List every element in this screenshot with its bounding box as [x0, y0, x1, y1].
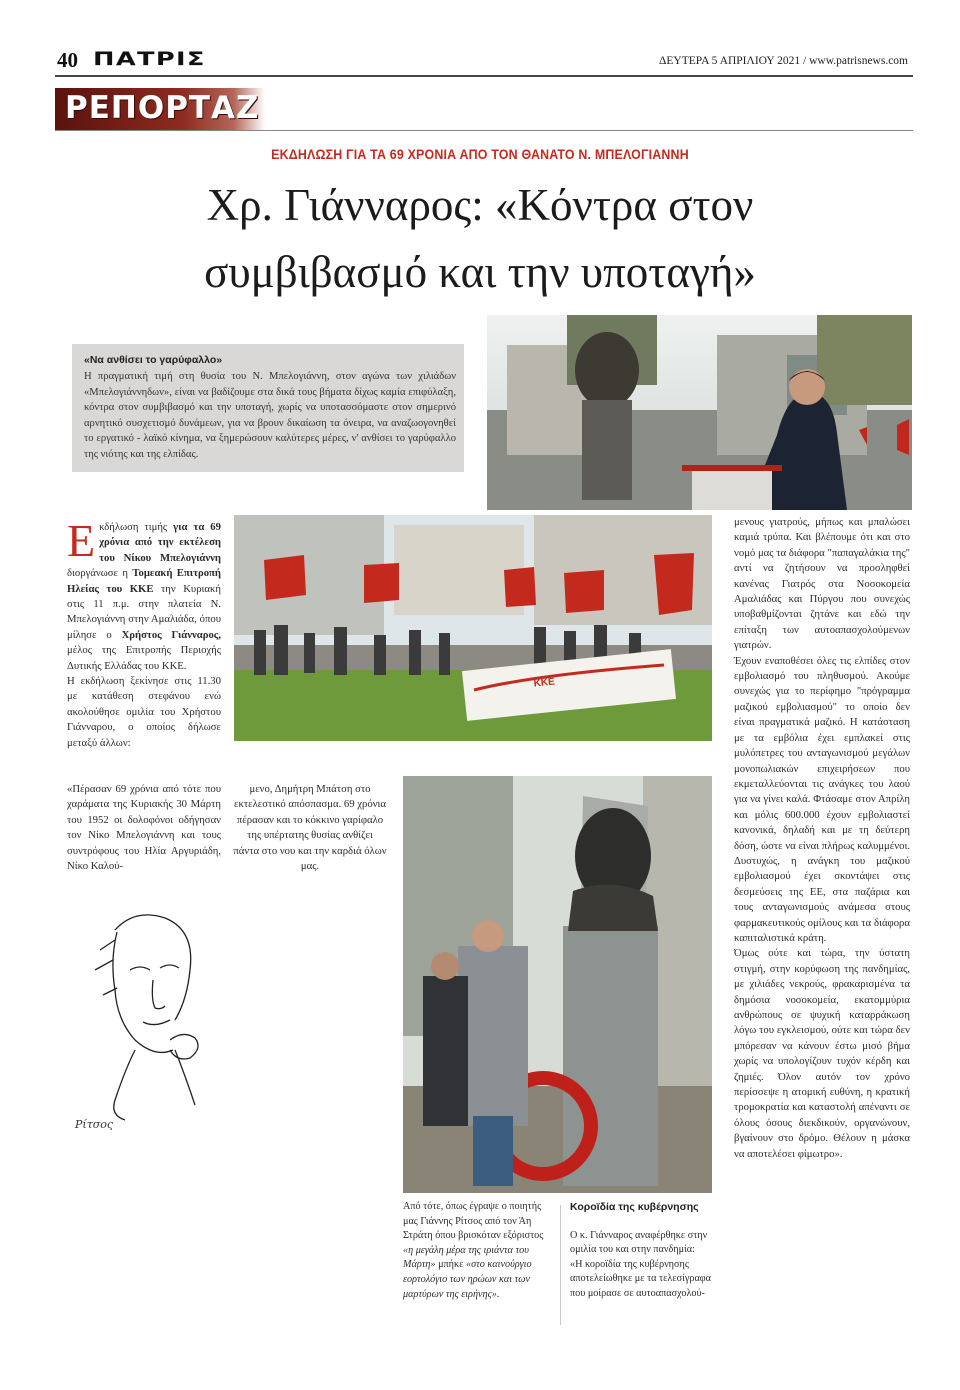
column-1	[67, 515, 221, 751]
dropcap: Ε	[67, 515, 96, 566]
column-divider	[560, 1205, 561, 1325]
quote-box	[72, 344, 464, 472]
ritsos-text-3: .	[496, 1288, 500, 1300]
section-banner	[55, 88, 265, 130]
section-title: ΡΕΠΟΡΤΑΖ	[65, 90, 260, 126]
lead-paragraph	[67, 515, 221, 674]
paragraph-5: μενους γιατρούς, μήπως και μπαλώσει καμιά τρύπα. Και βλέπουμε ότι και στο νομό μας τα διάφορα "παπαγαλάκια της" αντί να ζητήσουν να προσληφθεί κανένας Γιατρός στα Νοσοκομεία Αμαλιάδας και Πύργου που συνεχώς υποβαθμίζονται ζητάνε και εδώ την επίταξη των αυτοαπασχολούμενων γιατρών.	[734, 516, 910, 652]
paragraph-9: «Η κοροϊδία της κυβέρνησης αποτελείωθηκε με τα τελεσίγραφα που μοίρασε σε αυτοαπασχολού-	[570, 1258, 712, 1299]
paragraph-3: «Πέρασαν 69 χρόνια από τότε που χαράματα της Κυριακής 30 Μάρτη του 1952 οι δολοφόνοι οδήγησαν τον Νίκο Μπελογιάννη και τους συντρόφους του Ηλία Αργυριάδη, Νίκο Καλού-	[67, 783, 221, 873]
lead-text-2: για τα 69 χρόνια από την εκτέλεση του Νίκου Μπελογιάννη	[99, 521, 221, 564]
column-4	[734, 515, 910, 1162]
banner-text: ΚΚΕ	[533, 676, 556, 690]
lead-text-3: διοργάνωσε η	[67, 567, 133, 580]
speaker-photo	[487, 315, 912, 510]
section-rule	[55, 130, 913, 131]
headline	[80, 172, 880, 306]
column-1-bottom	[67, 782, 221, 874]
headline-line-1: Χρ. Γιάνναρος: «Κόντρα στον	[206, 180, 754, 230]
ritsos-text-1: Από τότε, όπως έγραψε ο ποιητής μας Γιάννης Ρίτσος από τον Άη Στράτη όπου βρισκόταν εξόριστος	[403, 1201, 544, 1242]
paragraph-8: Ο κ. Γιάνναρος αναφέρθηκε στην ομιλία του και στην πανδημία:	[570, 1229, 708, 1256]
crowd-photo	[234, 515, 712, 741]
newspaper-logo: ΠΑΤΡΙΣ	[93, 48, 206, 70]
lead-text-4: Τομεακή Επιτροπή Ηλείας του ΚΚΕ	[67, 567, 221, 595]
paragraph-6: Έχουν εναποθέσει όλες τις ελπίδες στον εμβολιασμό του πληθυσμού. Ακούμε συνεχώς για το περίφημο "πρόγραμμα μαζικού εμβολιασμού" το οποίο δεν είναι πραγματικά μαζικό. Η κατάσταση με τα εμβόλια έχει εμπλακεί στις μυλόπετρες του ανταγωνισμού μεγάλων μονοπωλιακών επιχειρήσεων που εκμεταλλεύονται τις ανάγκες του λαού για να γίνει καλά. Φτάσαμε στον Απρίλη και μόλις 600.000 έχουν εμβολιαστεί κανονικά, δηλαδή και με τη δεύτερη δόση, ώστε να είναι πλήρως καλυμμένοι. Δυστυχώς, η ανάγκη του μαζικού εμβολιασμού έχει σκοντάψει στις δεσμεύσεις της ΕΕ, στα παζάρια και τους ανταγωνισμούς ανάμεσα στους φαρμακευτικούς ομίλους και τα διάφορα καπιταλιστικά κράτη.	[734, 654, 910, 944]
dateline: ΔΕΥΤΕΡΑ 5 ΑΠΡΙΛΙΟΥ 2021 / www.patrisnews.com	[659, 55, 908, 67]
paragraph-7: Όμως ούτε και τώρα, την ύστατη στιγμή, στην κορύφωση της πανδημίας, με χιλιάδες νεκρούς, φρακαρισμένα τα δημόσια νοσοκομεία, εκατομμύρια ανθρώπους σε ψυχική καταρράκωση λόγω του εγκλεισμού, ούτε και τώρα δεν μπόρεσαν να κάνουν έστω μισό βήμα χωρίς να υπολογίζουν τυχόν κέρδη και ζημιές. Όλον αυτόν τον χρόνο περίσσεψε η ατομική ευθύνη, η κρατική τρομοκρατία και καταστολή απέναντι σε όλους όσους διεκδικούν, οργανώνουν, βγαίνουν στο δρόμο. Θέλουν η μάσκα να αποτελέσει φίμωτρο».	[734, 947, 910, 1160]
page-number: 40	[57, 48, 78, 72]
ritsos-quote-2: «στο καινούργιο εορτολόγιο των ηρώων και των μαρτύρων της ειρήνης»	[403, 1259, 532, 1300]
lead-text-5: την Κυριακή στις 11 π.μ. στην πλατεία Ν. Μπελογιάννη στην Αμαλιάδα, όπου μίλησε ο	[67, 582, 221, 641]
government-section	[570, 1200, 718, 1302]
quote-box-title: «Να ανθίσει το γαρύφαλλο»	[84, 354, 223, 366]
sketch-signature: Ρίτσος	[75, 1118, 114, 1130]
column-2	[233, 782, 387, 874]
subhead-government: Κοροϊδία της κυβέρνησης	[570, 1201, 699, 1213]
kicker: ΕΚΔΗΛΩΣΗ ΓΙΑ ΤΑ 69 ΧΡΟΝΙΑ ΑΠΟ ΤΟΝ ΘΑΝΑΤΟ Ν. ΜΠΕΛΟΓΙΑΝΝΗ	[271, 147, 689, 162]
ritsos-quote-1: «η μεγάλη μέρα της ιριάντα του Μάρτη»	[403, 1244, 529, 1271]
quote-box-body: Η πραγματική τιμή στη θυσία του Ν. Μπελογιάννη, στον αγώνα των χιλιάδων «Μπελογιάννηδων», είναι να βαδίζουμε στα δικά τους βήματα δίχως καμία επιφύλαξη, κόντρα στον συμβιβασμό και την υποταγή, χωρίς να υποτασσόμαστε στον σημερινό αρνητικό συσχετισμό δυνάμεων, για να βρουν δικαίωση τα όνειρα, να αναζωογονηθεί το εργατικό - λαϊκό κίνημα, να ξημερώσουν καλύτερες μέρες, ν' ανθίσει το γαρύφαλλο της νιότης και της ελπίδας.	[84, 371, 456, 460]
ritsos-text-2: μπήκε	[435, 1259, 466, 1271]
ritsos-paragraph	[403, 1200, 555, 1302]
lead-text-6: Χρήστος Γιάνναρος,	[121, 628, 221, 641]
portrait-sketch	[55, 900, 209, 1130]
paragraph-4: μενο, Δημήτρη Μπάτση στο εκτελεστικό απόσπασμα. 69 χρόνια πέρασαν και το κόκκινο γαρίφαλο της υπέρτατης θυσίας ανθίζει πάντα στο νου και την καρδιά όλων μας.	[233, 783, 387, 873]
lead-text-1: κδήλωση τιμής	[99, 521, 174, 533]
wreath-photo	[403, 776, 712, 1193]
paragraph-2: Η εκδήλωση ξεκίνησε στις 11.30 με κατάθεση στεφάνου ενώ ακολούθησε ομιλία του Χρήστου Γιάνναρου, ο οποίος δήλωσε μεταξύ άλλων:	[67, 675, 221, 749]
header-rule	[55, 75, 913, 77]
lead-text-7: μέλος της Επιτροπής Περιοχής Δυτικής Ελλάδας του ΚΚΕ.	[67, 644, 221, 672]
headline-line-2: συμβιβασμό και την υποταγή»	[204, 247, 756, 297]
